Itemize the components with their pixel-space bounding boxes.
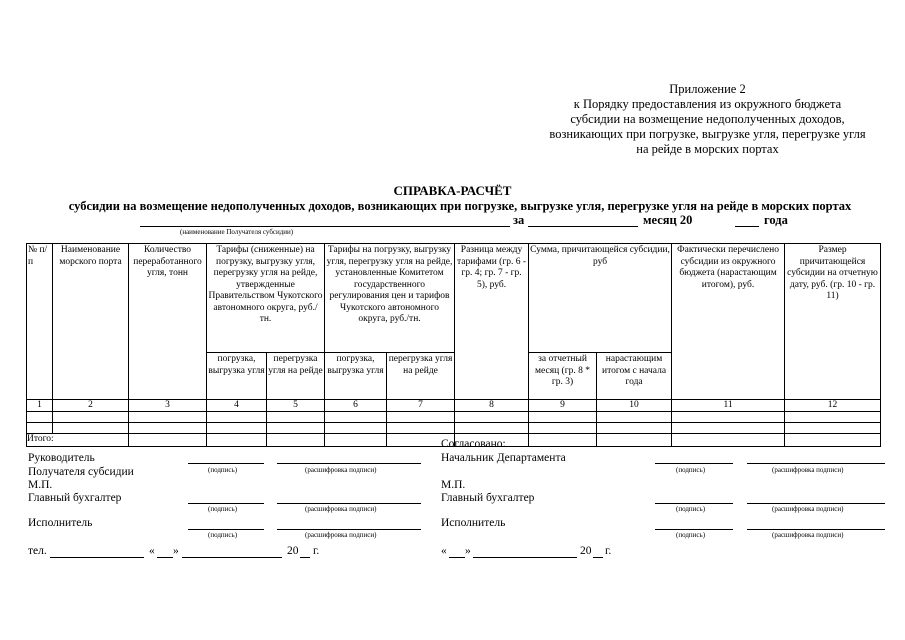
head-sign-line <box>188 462 264 464</box>
column-number: 2 <box>53 400 129 412</box>
column-number: 8 <box>455 400 529 412</box>
column-number: 10 <box>597 400 672 412</box>
total-label: Итого: <box>27 434 129 447</box>
head-decode-line <box>277 462 421 464</box>
head-label-2: Получателя субсидии <box>28 466 134 478</box>
dept-sign-line <box>655 462 733 464</box>
head-label-1: Руководитель <box>28 452 95 464</box>
executor-sign-line-left <box>188 528 264 530</box>
open-quote: « <box>149 545 155 557</box>
accountant-decode-line-left <box>277 502 421 504</box>
header-tariff-reduced: Тарифы (сниженные) на погрузку, выгрузку угля, перегрузку угля на рейде, утвержденные Правительством Чукотского автономного округа, руб./тн. <box>207 244 325 353</box>
column-number: 6 <box>325 400 387 412</box>
year-blank-line <box>735 213 759 227</box>
appendix-line: субсидии на возмещение недополученных доходов, <box>570 112 845 126</box>
header-diff: Разница между тарифами (гр. 6 - гр. 4; гр. 7 - гр. 5), руб. <box>455 244 529 400</box>
accountant-decode-line-right <box>747 502 885 504</box>
decode-caption: (расшифровка подписи) <box>772 466 844 474</box>
dept-decode-line <box>747 462 885 464</box>
appendix-line: на рейде в морских портах <box>636 142 779 156</box>
column-number: 7 <box>387 400 455 412</box>
close-quote-right: » <box>465 545 471 557</box>
chief-accountant-right: Главный бухгалтер <box>441 492 535 504</box>
decode-caption: (расшифровка подписи) <box>772 505 844 513</box>
appendix-line: возникающих при погрузке, выгрузке угля, перегрузке угля <box>549 127 866 141</box>
column-number: 11 <box>672 400 785 412</box>
column-number-row <box>27 400 881 412</box>
subheader-reload-1: перегрузка угля на рейде <box>267 353 325 400</box>
executor-decode-line-right <box>747 528 885 530</box>
subheader-month: за отчетный месяц (гр. 8 * гр. 3) <box>529 353 597 400</box>
header-actual: Фактически перечислено субсидии из окружного бюджета (нарастающим итогом), руб. <box>672 244 785 400</box>
month-line-left <box>182 556 282 558</box>
tel-label: тел. <box>28 545 47 557</box>
subheader-cumulative: нарастающим итогом с начала года <box>597 353 672 400</box>
year-suffix-left: г. <box>313 545 320 557</box>
subheader-load-2: погрузка, выгрузка угля <box>325 353 387 400</box>
subheader-load-1: погрузка, выгрузка угля <box>207 353 267 400</box>
mp-label-left: М.П. <box>28 479 53 491</box>
table-row <box>27 423 881 434</box>
za-label: за <box>513 213 525 227</box>
accountant-sign-line-left <box>188 502 264 504</box>
header-sum: Сумма, причитающейся субсидии, руб <box>529 244 672 353</box>
year-suffix-right: г. <box>605 545 612 557</box>
decode-caption: (расшифровка подписи) <box>305 505 377 513</box>
day-line-right <box>449 556 465 558</box>
sign-caption: (подпись) <box>676 505 706 513</box>
header-port: Наименование морского порта <box>53 244 129 400</box>
month-line-right <box>473 556 577 558</box>
year-line-left <box>300 556 310 558</box>
open-quote-right: « <box>441 545 447 557</box>
sign-caption: (подпись) <box>208 466 238 474</box>
executor-left: Исполнитель <box>28 517 93 529</box>
chief-accountant-left: Главный бухгалтер <box>28 492 122 504</box>
column-number: 12 <box>785 400 881 412</box>
header-size: Размер причитающейся субсидии на отчетную дату, руб. (гр. 10 - гр. 11) <box>785 244 881 400</box>
document-subtitle: субсидии на возмещение недополученных доходов, возникающих при погрузке, выгрузке угля, перегрузке угля на рейде в морских портах <box>68 199 852 213</box>
column-number: 9 <box>529 400 597 412</box>
calculation-table <box>26 243 881 447</box>
year-label: года <box>764 213 788 227</box>
table-row <box>27 412 881 423</box>
sign-caption: (подпись) <box>208 531 238 539</box>
subheader-reload-2: перегрузка угля на рейде <box>387 353 455 400</box>
header-qty: Количество переработанного угля, тонн <box>129 244 207 400</box>
executor-right: Исполнитель <box>441 517 506 529</box>
dept-head-label: Начальник Департамента <box>441 452 566 464</box>
header-tariff-committee: Тарифы на погрузку, выгрузку угля, перегрузку угля на рейде, установленные Комитетом государственного регулирования цен и тарифов Чукотского автономного округа, руб./тн. <box>325 244 455 353</box>
sign-caption: (подпись) <box>676 531 706 539</box>
executor-sign-line-right <box>655 528 733 530</box>
year-line-right <box>593 556 603 558</box>
mp-label-right: М.П. <box>441 479 466 491</box>
header-num: № п/п <box>27 244 53 400</box>
tel-line <box>50 556 144 558</box>
year-prefix-right: 20 <box>580 545 592 557</box>
agreed-label: Согласовано: <box>441 438 506 450</box>
sign-caption: (подпись) <box>676 466 706 474</box>
month-label: месяц 20 <box>643 213 693 227</box>
column-number: 4 <box>207 400 267 412</box>
recipient-name-line <box>140 213 510 227</box>
decode-caption: (расшифровка подписи) <box>772 531 844 539</box>
recipient-caption: (наименование Получателя субсидии) <box>180 228 294 236</box>
appendix-block <box>540 82 875 157</box>
sign-caption: (подпись) <box>208 505 238 513</box>
decode-caption: (расшифровка подписи) <box>305 466 377 474</box>
year-prefix-left: 20 <box>287 545 299 557</box>
month-blank-line <box>528 213 638 227</box>
day-line-left <box>157 556 173 558</box>
appendix-line: к Порядку предоставления из окружного бюджета <box>573 97 842 111</box>
decode-caption: (расшифровка подписи) <box>305 531 377 539</box>
column-number: 3 <box>129 400 207 412</box>
appendix-line: Приложение 2 <box>669 82 746 96</box>
close-quote: » <box>173 545 179 557</box>
document-title: СПРАВКА-РАСЧЁТ <box>393 183 512 198</box>
column-number: 5 <box>267 400 325 412</box>
executor-decode-line-left <box>277 528 421 530</box>
column-number: 1 <box>27 400 53 412</box>
accountant-sign-line-right <box>655 502 733 504</box>
